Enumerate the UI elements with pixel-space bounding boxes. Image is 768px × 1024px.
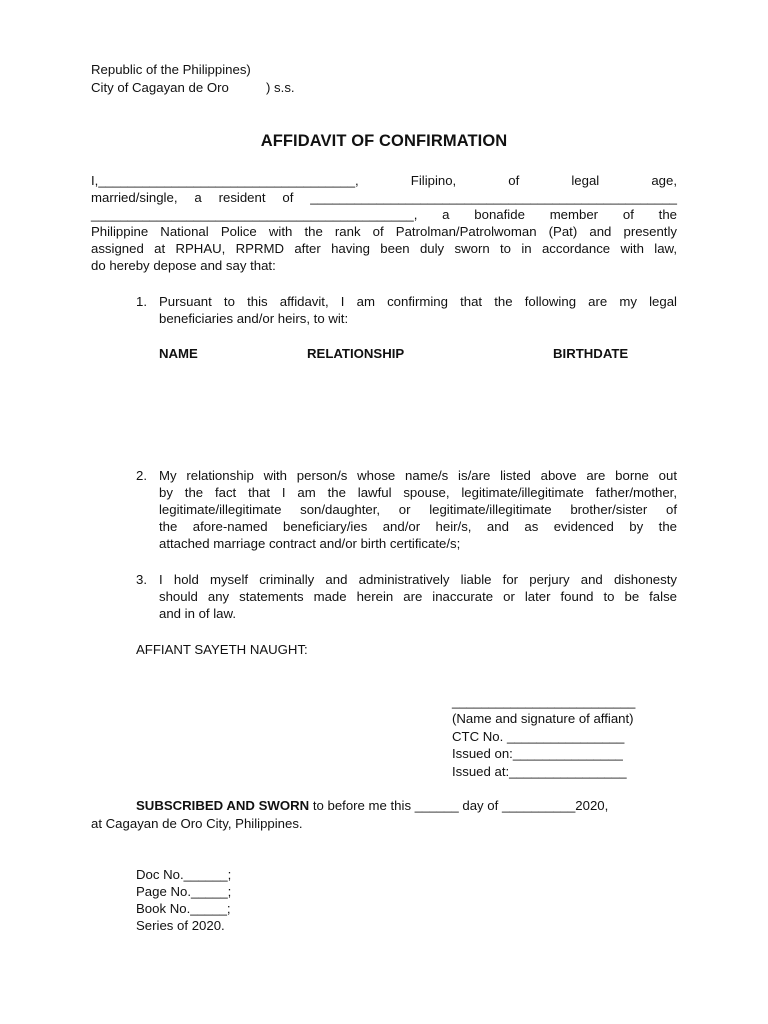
document-title: AFFIDAVIT OF CONFIRMATION [260, 132, 508, 150]
doc-number: Doc No.______; [136, 867, 232, 882]
book-number: Book No._____; [136, 901, 231, 916]
ctc-number-field: CTC No. ________________ [452, 729, 625, 744]
item-1-number: 1. [136, 294, 147, 309]
item-2-line-5: attached marriage contract and/or birth certificate/s; [159, 536, 461, 551]
signature-line: _________________________ [452, 694, 636, 709]
header-republic: Republic of the Philippines) [91, 62, 251, 77]
intro-line-4: Philippine National Police with the rank of Patrolman/Patrolwoman (Pat) and presently [91, 224, 677, 239]
issued-on-field: Issued on:_______________ [452, 746, 623, 761]
intro-line-6: do hereby depose and say that: [91, 258, 276, 273]
item-2-line-3: legitimate/illegitimate son/daughter, or legitimate/illegitimate brother/sister of [159, 502, 677, 517]
issued-at-field: Issued at:________________ [452, 764, 627, 779]
item-3-number: 3. [136, 572, 147, 587]
intro-line-1: I,___________________________________, Filipino, of legal age, [91, 173, 677, 188]
item-3-line-1: I hold myself criminally and administratively liable for perjury and dishonesty [159, 572, 677, 587]
jurat-bold-text: SUBSCRIBED AND SWORN [136, 798, 310, 813]
column-header-birthdate: BIRTHDATE [553, 346, 629, 361]
signature-caption: (Name and signature of affiant) [452, 711, 634, 726]
series-year: Series of 2020. [136, 918, 225, 933]
item-2-line-1: My relationship with person/s whose name/s is/are listed above are borne out [159, 468, 677, 483]
page-number: Page No._____; [136, 884, 232, 899]
item-1-line-2: beneficiaries and/or heirs, to wit: [159, 311, 349, 326]
jurat-rest-text: to before me this ______ day of __________2020, [309, 798, 609, 813]
affiant-sayeth-naught: AFFIANT SAYETH NAUGHT: [136, 642, 308, 657]
item-3-line-3: and in of law. [159, 606, 236, 621]
item-3-line-2: should any statements made herein are inaccurate or later found to be false [159, 589, 677, 604]
jurat-line-2: at Cagayan de Oro City, Philippines. [91, 816, 303, 831]
intro-line-3: ____________________________________________, a bonafide member of the [91, 207, 677, 222]
jurat-line-1 [136, 798, 608, 813]
header-ss: ) s.s. [266, 80, 295, 95]
column-header-relationship: RELATIONSHIP [307, 346, 405, 361]
item-2-number: 2. [136, 468, 147, 483]
column-header-name: NAME [159, 346, 198, 361]
intro-line-5: assigned at RPHAU, RPRMD after having been duly sworn to in accordance with law, [91, 241, 677, 256]
item-1-line-1: Pursuant to this affidavit, I am confirming that the following are my legal [159, 294, 677, 309]
intro-line-2: married/single, a resident of __________________________________________________ [91, 190, 677, 205]
header-city: City of Cagayan de Oro [91, 80, 229, 95]
item-2-line-2: by the fact that I am the lawful spouse, legitimate/illegitimate father/mother, [159, 485, 677, 500]
item-2-line-4: the afore-named beneficiary/ies and/or heir/s, and as evidenced by the [159, 519, 677, 534]
